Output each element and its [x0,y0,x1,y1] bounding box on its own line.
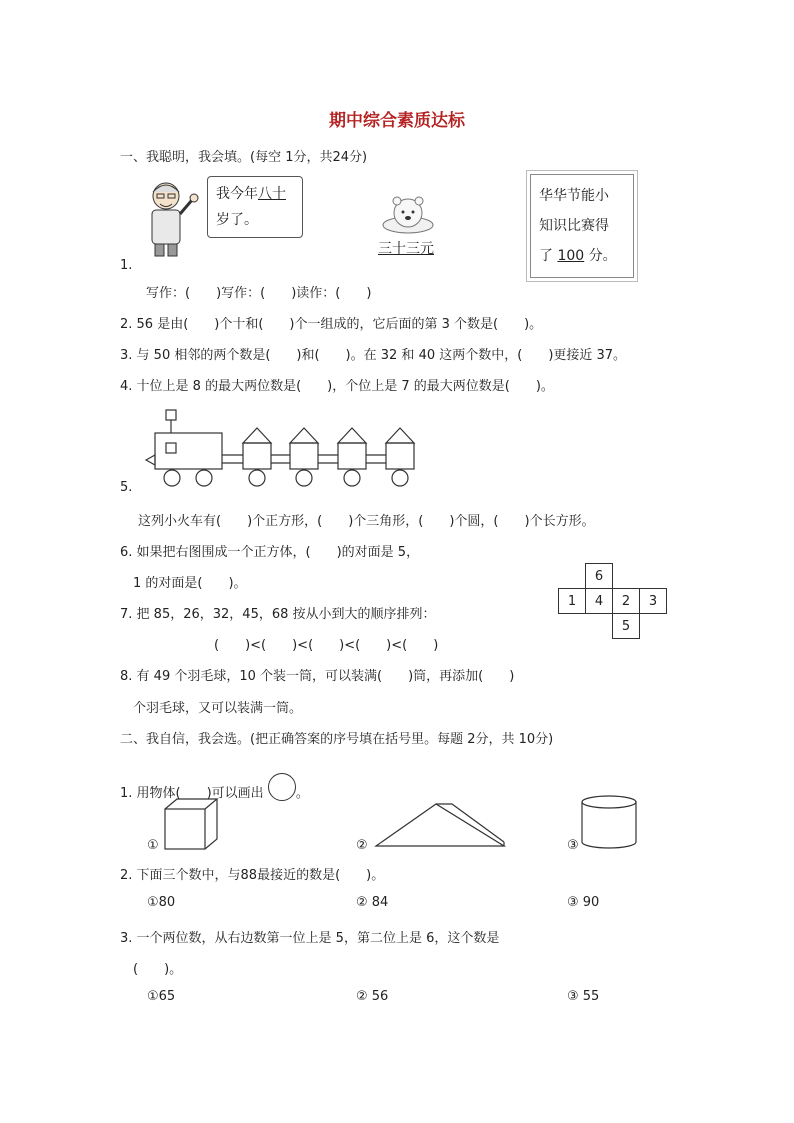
bubble-text: 我今年 [216,186,258,202]
bubble-text-2: 岁了。 [216,212,258,228]
net-face-3: 3 [640,589,667,614]
s2-q2-opt3: ③ 90 [567,895,600,910]
q6-line1: 6. 如果把右图围成一个正方体，( )的对面是 5， [120,545,420,560]
train-front-triangle [146,455,155,465]
net-face-2: 2 [613,589,640,614]
note-line-3c: 分。 [588,248,617,264]
q5: 这列小火车有( )个正方形，( )个三角形，( )个圆，( )个长方形。 [138,514,595,529]
note-line-2: 知识比赛得 [539,218,609,234]
section2-heading: 二、我自信，我会选。(把正确答案的序号填在括号里。每题 2分，共 10分) [120,732,554,747]
s2-q3-opt1: ①65 [147,989,176,1004]
bear-cake-icon [381,193,435,235]
net-face-4: 4 [586,589,613,614]
s2-q1-opt2: ② [356,838,368,853]
cylinder-icon [580,794,640,852]
s2-q2-opt2: ② 84 [356,895,389,910]
s2-q3-line1: 3. 一个两位数，从右边数第一位上是 5，第二位上是 6，这个数是 [120,931,500,946]
net-face-6: 6 [586,564,613,589]
net-face-5: 5 [613,614,640,639]
s2-q3-line2: ( )。 [133,962,183,977]
q3: 3. 与 50 相邻的两个数是( )和( )。在 32 和 40 这两个数中，( )更接近 37。 [120,348,627,363]
circle-icon [268,773,296,801]
speech-bubble [207,176,303,238]
note-line-1: 华华节能小 [539,188,609,204]
train-engine-rect [155,433,222,469]
note-line-3a: 了 [539,248,553,264]
q7-line2: ( )<( )<( )<( )<( ) [214,638,439,653]
q7-line1: 7. 把 85，26，32，45，68 按从小到大的顺序排列： [120,607,436,622]
s2-q2-opt1: ①80 [147,895,176,910]
net-face-1: 1 [559,589,586,614]
page-title: 期中综合素质达标 [329,111,465,131]
cube-net [558,563,667,639]
q4: 4. 十位上是 8 的最大两位数是( )，个位上是 7 的最大两位数是( )。 [120,379,554,394]
s2-q1-opt1: ① [147,838,159,853]
q2: 2. 56 是由( )个十和( )个一组成的，它后面的第 3 个数是( )。 [120,317,543,332]
cube-icon [163,797,219,851]
q5-number: 5. [120,480,133,495]
q8-line1: 8. 有 49 个羽毛球，10 个装一筒，可以装满( )筒，再添加( ) [120,669,515,684]
s2-q2: 2. 下面三个数中，与88最接近的数是( )。 [120,868,385,883]
train-chimney-square [166,410,176,420]
grandpa-illustration [140,178,210,258]
bubble-number: 八十 [258,186,286,202]
price-label: 三十三元 [378,241,434,257]
note-score: 100 [557,248,585,264]
section1-heading: 一、我聪明，我会填。(每空 1分，共24分) [120,150,368,165]
s2-q1-end: 。 [295,786,309,801]
s2-q1-text: 1. 用物体( )可以画出 [120,786,264,801]
q1-answer-line: 写作：( )写作：( )读作：( ) [146,286,372,301]
train-window-square [166,443,176,453]
s2-q1-opt3: ③ [567,838,579,853]
prism-icon [374,800,506,850]
q8-line2: 个羽毛球，又可以装满一筒。 [133,701,303,716]
q6-line2: 1 的对面是( )。 [133,576,247,591]
train-illustration [142,405,422,490]
note-card [530,174,634,278]
s2-q3-opt3: ③ 55 [567,989,600,1004]
q1-number: 1. [120,258,133,273]
s2-q3-opt2: ② 56 [356,989,389,1004]
